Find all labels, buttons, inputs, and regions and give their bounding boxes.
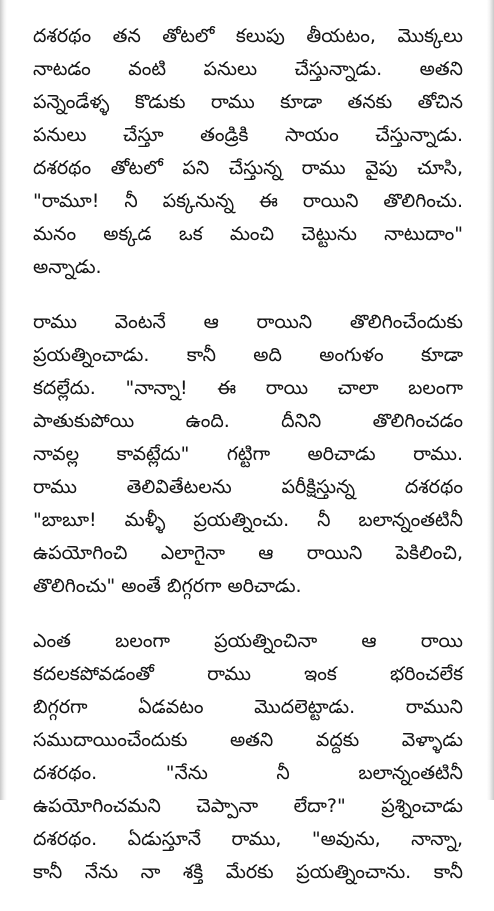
text-line: ప్రయత్నించాడు. కానీ అది అంగుళం కూడా — [33, 344, 463, 366]
text-line: సముదాయించేందుకు అతని వద్దకు వెళ్ళాడు — [33, 729, 463, 751]
text-line: నావల్ల కావట్లేదు" గట్టిగా అరిచాడు రాము. — [33, 443, 463, 465]
text-line: దశరథం తన తోటలో కలుపు తీయటం, మొక్కలు — [33, 25, 463, 47]
text-line: మనం అక్కడ ఒక మంచి చెట్టును నాటుదాం" — [33, 223, 463, 245]
text-line: దశరథం. ఏడుస్తూనే రాము, "అవును, నాన్నా, — [33, 828, 463, 850]
text-line: బిగ్గరగా ఏడవటం మొదలెట్టాడు. రాముని — [33, 696, 463, 718]
page-right-edge-shadow — [487, 0, 494, 800]
text-line: రాము తెలివితేటలను పరీక్షిస్తున్న దశరథం — [33, 476, 463, 498]
text-line: పనులు చేస్తూ తండ్రికి సాయం చేస్తున్నాడు. — [33, 124, 463, 146]
text-line: కదల్లేదు. "నాన్నా! ఈ రాయి చాలా బలంగా — [33, 377, 463, 399]
text-line: రాము వెంటనే ఆ రాయిని తొలిగించేందుకు — [33, 311, 463, 333]
text-line: "రామూ! నీ పక్కనున్న ఈ రాయిని తొలిగించు. — [33, 190, 463, 212]
story-text — [33, 20, 463, 911]
page-left-edge-shadow — [0, 0, 7, 800]
text-line: పన్నెండేళ్ళ కొడుకు రాము కూడా తనకు తోచిన — [33, 91, 463, 113]
paragraph-3 — [33, 625, 463, 889]
text-line: దశరథం. "నేను నీ బలాన్నంతటినీ — [33, 762, 463, 784]
text-line: కానీ నేను నా శక్తి మేరకు ప్రయత్నించాను. కానీ — [33, 861, 463, 883]
paragraph-1 — [33, 20, 463, 284]
paragraph-2 — [33, 306, 463, 603]
text-line: ఉపయోగించి ఎలాగైనా ఆ రాయిని పెకిలించి, — [33, 542, 463, 564]
text-line: ఉపయోగించమని చెప్పానా లేదా?" ప్రశ్నించాడు — [33, 795, 463, 817]
text-line: పాతుకుపోయి ఉంది. దీనిని తొలిగించడం — [33, 410, 463, 432]
text-line: దశరథం తోటలో పని చేస్తున్న రాము వైపు చూసి, — [33, 157, 463, 179]
text-line: అన్నాడు. — [33, 256, 102, 278]
text-line: ఎంత బలంగా ప్రయత్నించినా ఆ రాయి — [33, 630, 463, 652]
text-line: కదలకపోవడంతో రాము ఇంక భరించలేక — [33, 663, 463, 685]
text-line: నాటడం వంటి పనులు చేస్తున్నాడు. అతని — [33, 58, 463, 80]
text-line: తొలిగించు" అంతే బిగ్గరగా అరిచాడు. — [33, 575, 302, 597]
text-line: "బాబూ! మళ్ళీ ప్రయత్నించు. నీ బలాన్నంతటినీ — [33, 509, 463, 531]
